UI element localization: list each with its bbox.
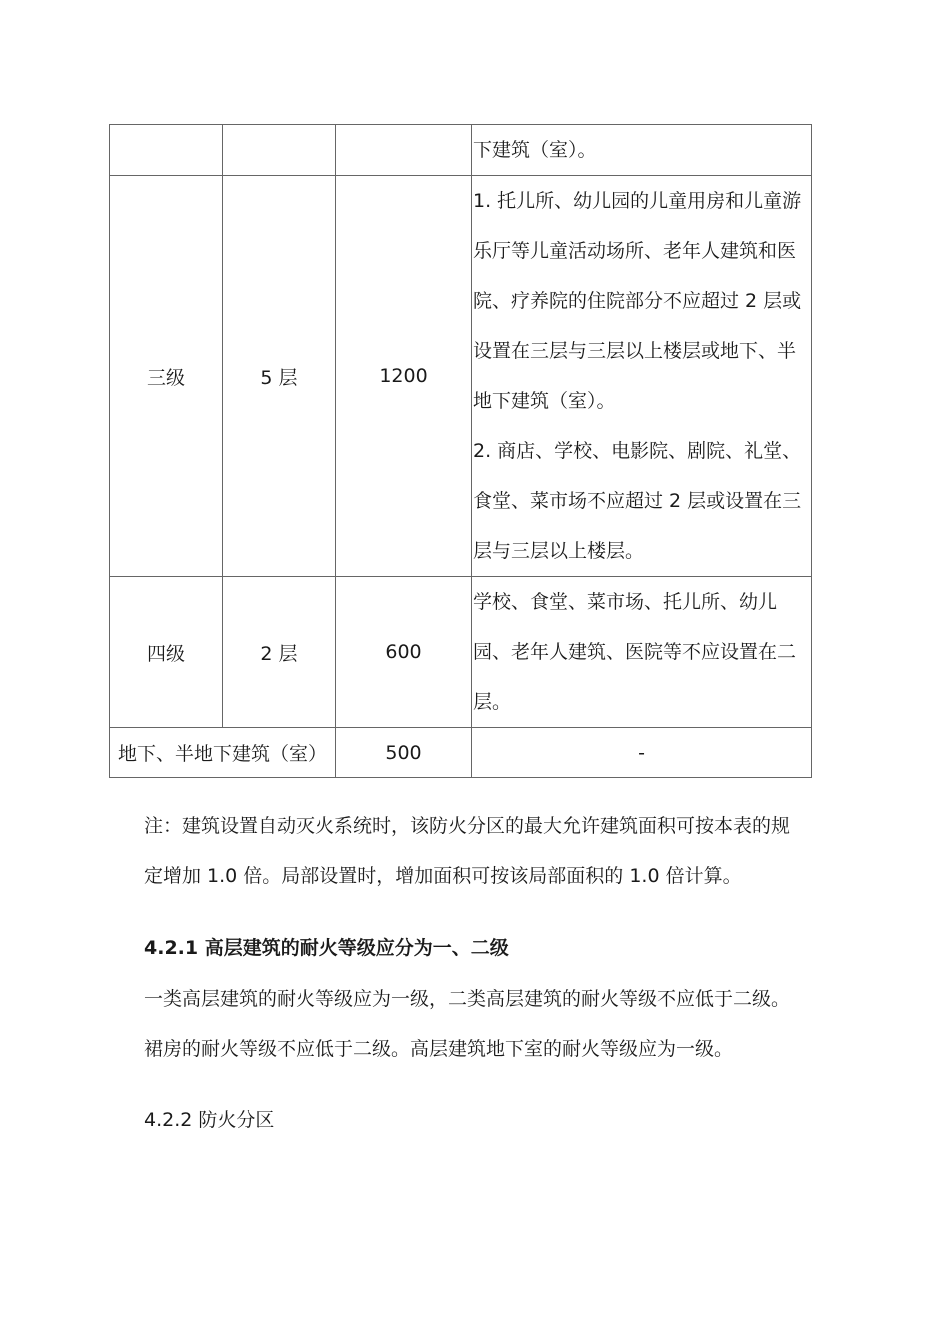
table-cell [336, 125, 472, 176]
paragraph-line: 裙房的耐火等级不应低于二级。高层建筑地下室的耐火等级应为一级。 [144, 1038, 734, 1060]
table-row [110, 176, 812, 577]
floors-cell: 2 层 [223, 577, 336, 728]
notes-line: 院、疗养院的住院部分不应超过 2 层或 [473, 290, 802, 312]
area-cell: 500 [336, 728, 472, 778]
table-row [110, 125, 812, 176]
area-cell: 1200 [336, 176, 472, 577]
table-row [110, 577, 812, 728]
paragraph-line: 一类高层建筑的耐火等级应为一级，二类高层建筑的耐火等级不应低于二级。 [144, 988, 791, 1010]
notes-line: 园、老年人建筑、医院等不应设置在二 [473, 641, 797, 663]
table-note-line: 定增加 1.0 倍。局部设置时，增加面积可按该局部面积的 1.0 倍计算。 [144, 865, 742, 887]
notes-line: 设置在三层与三层以上楼层或地下、半 [473, 340, 797, 362]
notes-cell [472, 577, 812, 728]
underground-label-cell: 地下、半地下建筑（室） [110, 728, 336, 778]
notes-cell: - [472, 728, 812, 778]
notes-line: 2. 商店、学校、电影院、剧院、礼堂、 [473, 440, 802, 462]
section-heading: 4.2.1 高层建筑的耐火等级应分为一、二级 [144, 937, 509, 959]
area-cell: 600 [336, 577, 472, 728]
grade-cell: 三级 [110, 176, 223, 577]
notes-line: 1. 托儿所、幼儿园的儿童用房和儿童游 [473, 190, 802, 212]
grade-cell: 四级 [110, 577, 223, 728]
notes-line: 地下建筑（室）。 [473, 390, 616, 412]
notes-line: 食堂、菜市场不应超过 2 层或设置在三 [473, 490, 802, 512]
notes-line: 层。 [473, 691, 512, 713]
notes-line: 学校、食堂、菜市场、托儿所、幼儿 [473, 591, 778, 613]
notes-cell [472, 176, 812, 577]
table-cell [110, 125, 223, 176]
table-note-line: 注：建筑设置自动灭火系统时，该防火分区的最大允许建筑面积可按本表的规 [144, 815, 791, 837]
floors-cell: 5 层 [223, 176, 336, 577]
notes-cell [472, 125, 812, 176]
notes-line: 乐厅等儿童活动场所、老年人建筑和医 [473, 240, 797, 262]
notes-line: 层与三层以上楼层。 [473, 540, 645, 562]
table-row [110, 728, 812, 778]
section-heading: 4.2.2 防火分区 [144, 1109, 275, 1131]
table-cell [223, 125, 336, 176]
notes-line: 下建筑（室）。 [473, 139, 597, 161]
fire-rating-table [109, 124, 812, 778]
